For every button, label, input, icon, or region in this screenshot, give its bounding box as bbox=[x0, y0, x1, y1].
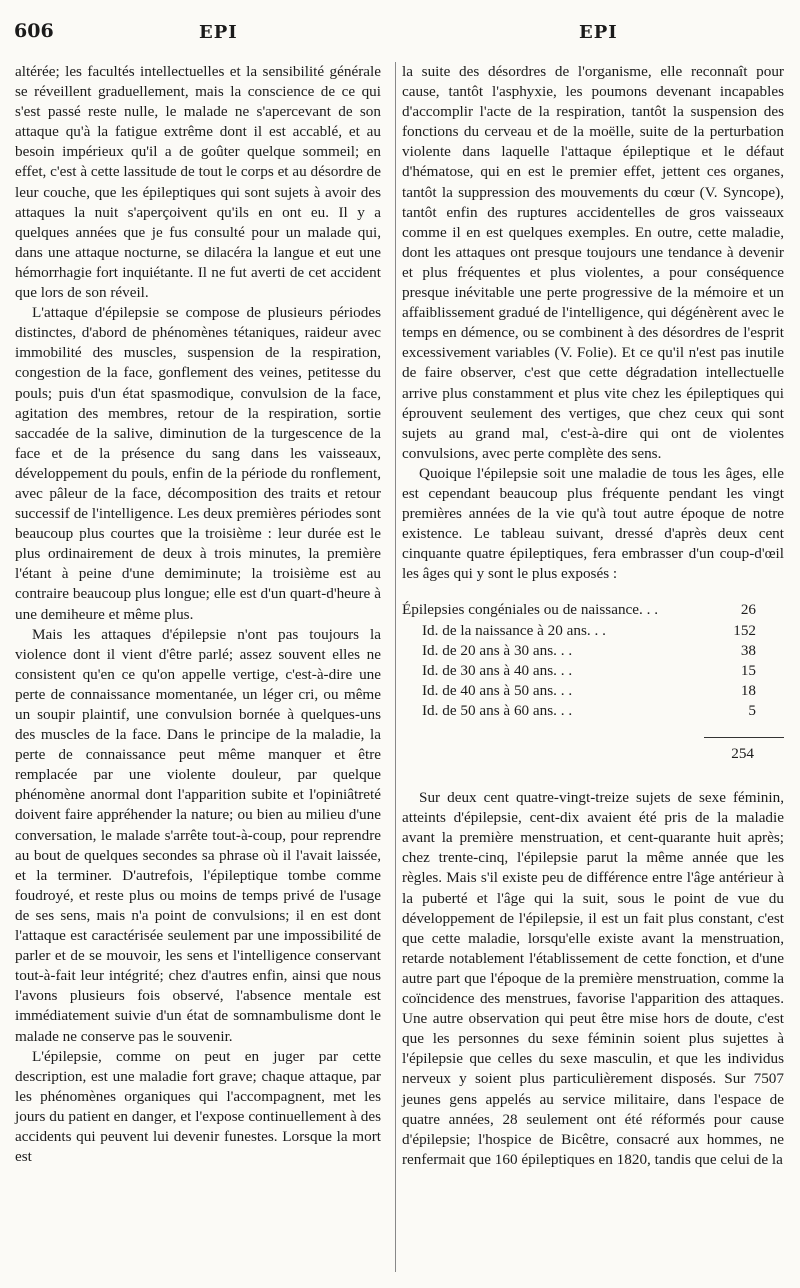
paragraph: Sur deux cent quatre-vingt-treize sujets de sexe féminin, atteints d'épilepsie, cent-dix avaient été pris de la maladie avant la première menstruation, et cent-quarante huit après; chez trente-cinq, l'épilepsie parut la même année que les règles. Mais s'il existe peu de différence entre l'âge antérieur à la puberté et l'âge qui la suit, sous le point de vue du développement de l'épilepsie, il est un fait plus constant, c'est que cette maladie, lorsqu'elle existe avant la menstruation, retarde notablement l'établissement de cette fonction, et d'une autre part que l'époque de la première menstruation, comme la coïncidence des menstrues, favorise l'apparition des attaques. Une autre observation qui peut être mise hors de doute, c'est que les personnes du sexe féminin soient plus sujettes à l'épilepsie que celles du sexe masculin, et que les individus nerveux y soient plus particulièrement disposés. Sur 7507 jeunes gens appelés au service militaire, dans l'espace de quatre années, 28 seulement ont été réformés pour cause d'épilepsie; l'hospice de Bicêtre, consacré aux hommes, ne renfermait que 160 épileptiques en 1820, tandis que celui de la bbox=[402, 789, 784, 1168]
stat-row bbox=[402, 701, 784, 721]
page-header bbox=[14, 20, 786, 50]
stat-row bbox=[402, 661, 784, 681]
stat-label: Id. de la naissance à 20 ans. . . bbox=[422, 621, 606, 639]
paragraph: la suite des désordres de l'organisme, elle reconnaît pour cause, tantôt l'asphyxie, les poumons devenant incapables d'accomplir l'acte de la respiration, tantôt la suspension des fonctions du cerveau et de la moëlle, suite de la perturbation violente dans laquelle l'attaque épileptique et le défaut d'hématose, qui en est le premier effet, jettent ces organes, tantôt la suppression des mouvements du cœur (V. Syncope), tantôt enfin des ruptures accidentelles de gros vaisseaux comme il en est quelques exemples. En outre, cette maladie, dont les attaques ont presque toujours une tendance à devenir et plus fréquentes et plus violentes, a pour conséquence presque inévitable une perte progressive de la mémoire et un affaiblissement gradué de l'intelligence, qui dégénèrent avec le temps en démence, ou se combinent à des désordres de l'esprit excessivement variables (V. Folie). Et ce qu'il n'est pas inutile de faire observer, c'est que cette dégradation intellectuelle arrive plus constamment et plus vite chez les épileptiques qui éprouvent seulement des vertiges, que chez ceux qui sont sujets au grand mal, c'est-à-dire qui ont de violentes convulsions, avec perte complète des sens. bbox=[402, 63, 784, 462]
paragraph: L'attaque d'épilepsie se compose de plusieurs périodes distinctes, d'abord de phénomènes tétaniques, raideur avec immobilité des muscles, suspension de la respiration, congestion de la face, gonflement des veines, petitesse du pouls; puis d'un état spasmodique, convulsion de la face, agitation des membres, retour de la respiration, sortie saccadée de la salive, diminution de la turgescence de la face et de la présence du sang dans les vaisseaux, développement du pouls, enfin de la période du ronflement, avec pâleur de la face, décomposition des traits et retour successif de l'intelligence. Les deux premières périodes sont beaucoup plus courtes que la troisième : leur durée est le plus ordinairement de deux à trois minutes, la première l'étant à peine d'une demiminute; la troisième est au contraire beaucoup plus longue; elle est d'un quart-d'heure à une demiheure et même plus. bbox=[15, 304, 381, 623]
right-column-text-top bbox=[402, 62, 784, 584]
stat-label: Épilepsies congéniales ou de naissance. . . bbox=[402, 601, 658, 619]
age-statistics-table bbox=[402, 600, 784, 721]
stat-row bbox=[402, 600, 784, 620]
right-column-text-bottom bbox=[402, 788, 784, 1170]
stat-value: 15 bbox=[740, 661, 756, 679]
stat-value: 38 bbox=[740, 641, 756, 659]
paragraph: L'épilepsie, comme on peut en juger par cette description, est une maladie fort grave; chaque attaque, par les phénomènes organiques qui l'accompagnent, met les jours du patient en danger, et l'expose continuellement à des accidents qui peuvent lui devenir funestes. Lorsque la mort est bbox=[15, 1047, 381, 1166]
stat-row bbox=[402, 621, 784, 641]
stat-value: 152 bbox=[733, 621, 756, 639]
stats-total: 254 bbox=[731, 745, 754, 762]
stat-label: Id. de 30 ans à 40 ans. . . bbox=[422, 661, 573, 679]
running-head-left: EPI bbox=[199, 22, 238, 43]
right-column bbox=[402, 62, 784, 1170]
stat-value: 26 bbox=[740, 601, 756, 619]
stat-value: 18 bbox=[740, 681, 756, 699]
stat-label: Id. de 50 ans à 60 ans. . . bbox=[422, 701, 573, 719]
paragraph: Mais les attaques d'épilepsie n'ont pas toujours la violence dont il vient d'être parlé; assez souvent elles ne consistent qu'en ce qu'on appelle vertige, c'est-à-dire une perte de connaissance momentanée, un léger cri, ou même un soupir plaintif, une convulsion bornée à quelques-uns des muscles de la face. Dans le principe de la maladie, la perte de connaissance peut même manquer et être remplacée par une violente douleur, par quelque phénomène anormal dont l'apparition subite et l'opiniâtreté doivent faire appréhender la nature; ou bien au milieu d'une conversation, le malade s'arrête tout-à-coup, pour reprendre au bout de quelques secondes sa phrase où il l'avait laissée, et la terminer. D'autrefois, l'épileptique tombe comme foudroyé, et reste plus ou moins de temps privé de l'usage de ses sens, mais n'a point de convulsions; il en est dont l'attaque est caractérisée seulement par une impossibilité de parler et de se mouvoir, les sens et l'intelligence conservant tout-à-fait leur intégrité; chez d'autres enfin, ainsi que nous l'avons plusieurs fois observé, l'absence mentale est immédiatement suivie d'un état de somnambulisme dont le malade ne conserve pas le souvenir. bbox=[15, 625, 381, 1045]
stat-row bbox=[402, 681, 784, 701]
stat-value: 5 bbox=[748, 701, 756, 719]
page-number: 606 bbox=[14, 20, 54, 42]
left-column bbox=[15, 62, 381, 1167]
stat-row bbox=[402, 641, 784, 661]
paragraph: altérée; les facultés intellectuelles et la sensibilité générale se réveillent graduellement, mais la conscience de ce qui s'est passé reste nulle, le malade ne s'apercevant de son attaque qu'à la fatigue extrême dont il est accablé, et au besoin impérieux qu'il a de goûter quelque sommeil; en effet, c'est à cette lassitude de tout le corps et au désordre de leur couche, que les épileptiques qui sont sujets à avoir des attaques la nuit s'aperçoivent qu'ils en ont eu. Il y a quelques années que je fus consulté pour un malade qui, dans une attaque nocturne, se dilacéra la langue et eut une hémorrhagie fort inquiétante. Il ne fut averti de cet accident que lors de son réveil. bbox=[15, 63, 381, 302]
stat-label: Id. de 20 ans à 30 ans. . . bbox=[422, 641, 573, 659]
column-divider bbox=[395, 62, 396, 1272]
running-head-right: EPI bbox=[579, 22, 618, 43]
total-rule bbox=[704, 737, 784, 738]
paragraph: Quoique l'épilepsie soit une maladie de tous les âges, elle est cependant beaucoup plus fréquente pendant les vingt premières années de la vie qu'à tout autre époque de notre existence. Le tableau suivant, dressé d'après deux cent cinquante quatre épileptiques, fera embrasser d'un coup-d'œil les âges qui y sont le plus exposés : bbox=[402, 464, 784, 583]
stat-label: Id. de 40 ans à 50 ans. . . bbox=[422, 681, 573, 699]
